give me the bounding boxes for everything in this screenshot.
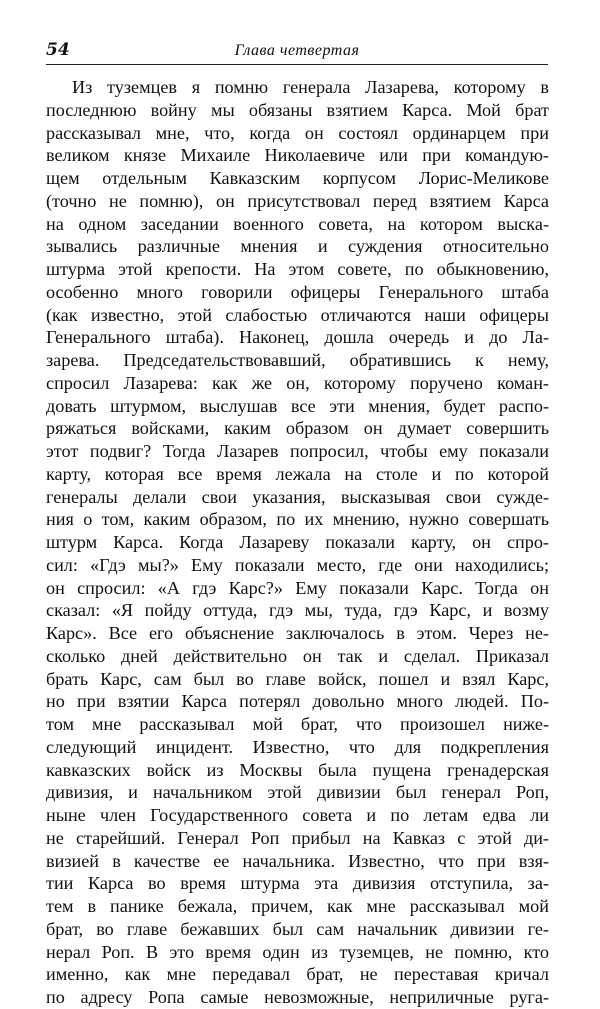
text-line: Генерального штаба). Наконец, дошла очередь и до Ла- <box>46 327 549 348</box>
text-line: рассказывал мне, что, когда он состоял ординарцем при <box>46 122 549 143</box>
running-head: Глава четвертая <box>234 42 360 59</box>
text-line: довать штурмом, выслушав все эти мнения, будет распо- <box>46 395 549 416</box>
text-line: но при взятии Карса потерял довольно много людей. По- <box>46 691 549 712</box>
text-line: (как известно, этой слабостью отличаются наши офицеры <box>46 304 549 325</box>
text-line: брать Карс, сам был во главе войск, пошел и взял Карс, <box>46 668 549 689</box>
text-line: тии Карса во время штурма эта дивизия отступила, за- <box>46 873 549 894</box>
text-line: он спросил: «А гдэ Карс?» Ему показали Карс. Тогда он <box>46 577 549 598</box>
text-line: том мне рассказывал мой брат, что произошел ниже- <box>46 714 549 734</box>
text-line: сказал: «Я пойду оттуда, гдэ мы, туда, гдэ Карс, и возму <box>46 600 549 621</box>
text-line: Карс». Все его объяснение заключалось в этом. Через не- <box>46 623 549 643</box>
text-line: кавказских войск из Москвы была пущена гренадерская <box>46 759 549 780</box>
text-line: дивизия, и начальником этой дивизии был генерал Роп, <box>46 782 549 803</box>
text-line: следующий инцидент. Известно, что для подкрепления <box>46 736 549 757</box>
text-line: визией в качестве ее начальника. Известно, что при взя- <box>46 850 549 871</box>
text-line: ряжаться войсками, каким образом он думает совершить <box>46 418 549 439</box>
page-number: 54 <box>46 40 70 60</box>
text-line: по адресу Ропа самые невозможные, неприличные руга- <box>46 987 549 1007</box>
body-text <box>46 76 549 1009</box>
text-line: Из туземцев я помню генерала Лазарева, которому в <box>72 77 549 97</box>
text-line: тем в панике бежала, причем, как мне рассказывал мой <box>46 896 549 916</box>
text-line: генералы делали свои указания, высказывая свои сужде- <box>46 486 549 507</box>
page-header <box>46 38 548 65</box>
text-line: ния о том, каким образом, по их мнению, нужно совершать <box>46 509 549 530</box>
text-line: брат, во главе бежавших был сам начальник дивизии ге- <box>46 918 549 939</box>
text-line: штурма этой крепости. На этом совете, по обыкновению, <box>46 259 549 279</box>
text-line: (точно не помню), он присутствовал перед взятием Карса <box>46 190 549 211</box>
text-line: ныне член Государственного совета и по летам едва ли <box>46 805 549 825</box>
text-line: не старейший. Генерал Роп прибыл на Кавказ с этой ди- <box>46 827 549 848</box>
text-line: на одном заседании военного совета, на котором выска- <box>46 213 549 234</box>
text-line: именно, как мне передавал брат, не переставая кричал <box>46 964 549 985</box>
text-line: карту, которая все время лежала на столе и по которой <box>46 463 549 484</box>
text-line: великом князе Михаиле Николаевиче или при командую- <box>46 145 549 166</box>
text-line: щем отдельным Кавказским корпусом Лорис-Меликове <box>46 168 549 188</box>
text-line: зывались различные мнения и суждения относительно <box>46 236 549 257</box>
text-line: последнюю войну мы обязаны взятием Карса. Мой брат <box>46 99 549 120</box>
text-line: сколько дней действительно он так и сделал. Приказал <box>46 645 549 666</box>
text-line: сил: «Гдэ мы?» Ему показали место, где они находились; <box>46 554 549 575</box>
text-line: нерал Роп. В это время один из туземцев, не помню, кто <box>46 941 549 962</box>
text-line: спросил Лазарева: как же он, которому поручено коман- <box>46 372 549 393</box>
text-line: штурм Карса. Когда Лазареву показали карту, он спро- <box>46 532 549 552</box>
text-line: этот подвиг? Тогда Лазарев попросил, чтобы ему показали <box>46 441 549 461</box>
text-line: особенно много говорили офицеры Генерального штаба <box>46 281 549 302</box>
text-line: зарева. Председательствовавший, обратившись к нему, <box>46 350 549 370</box>
